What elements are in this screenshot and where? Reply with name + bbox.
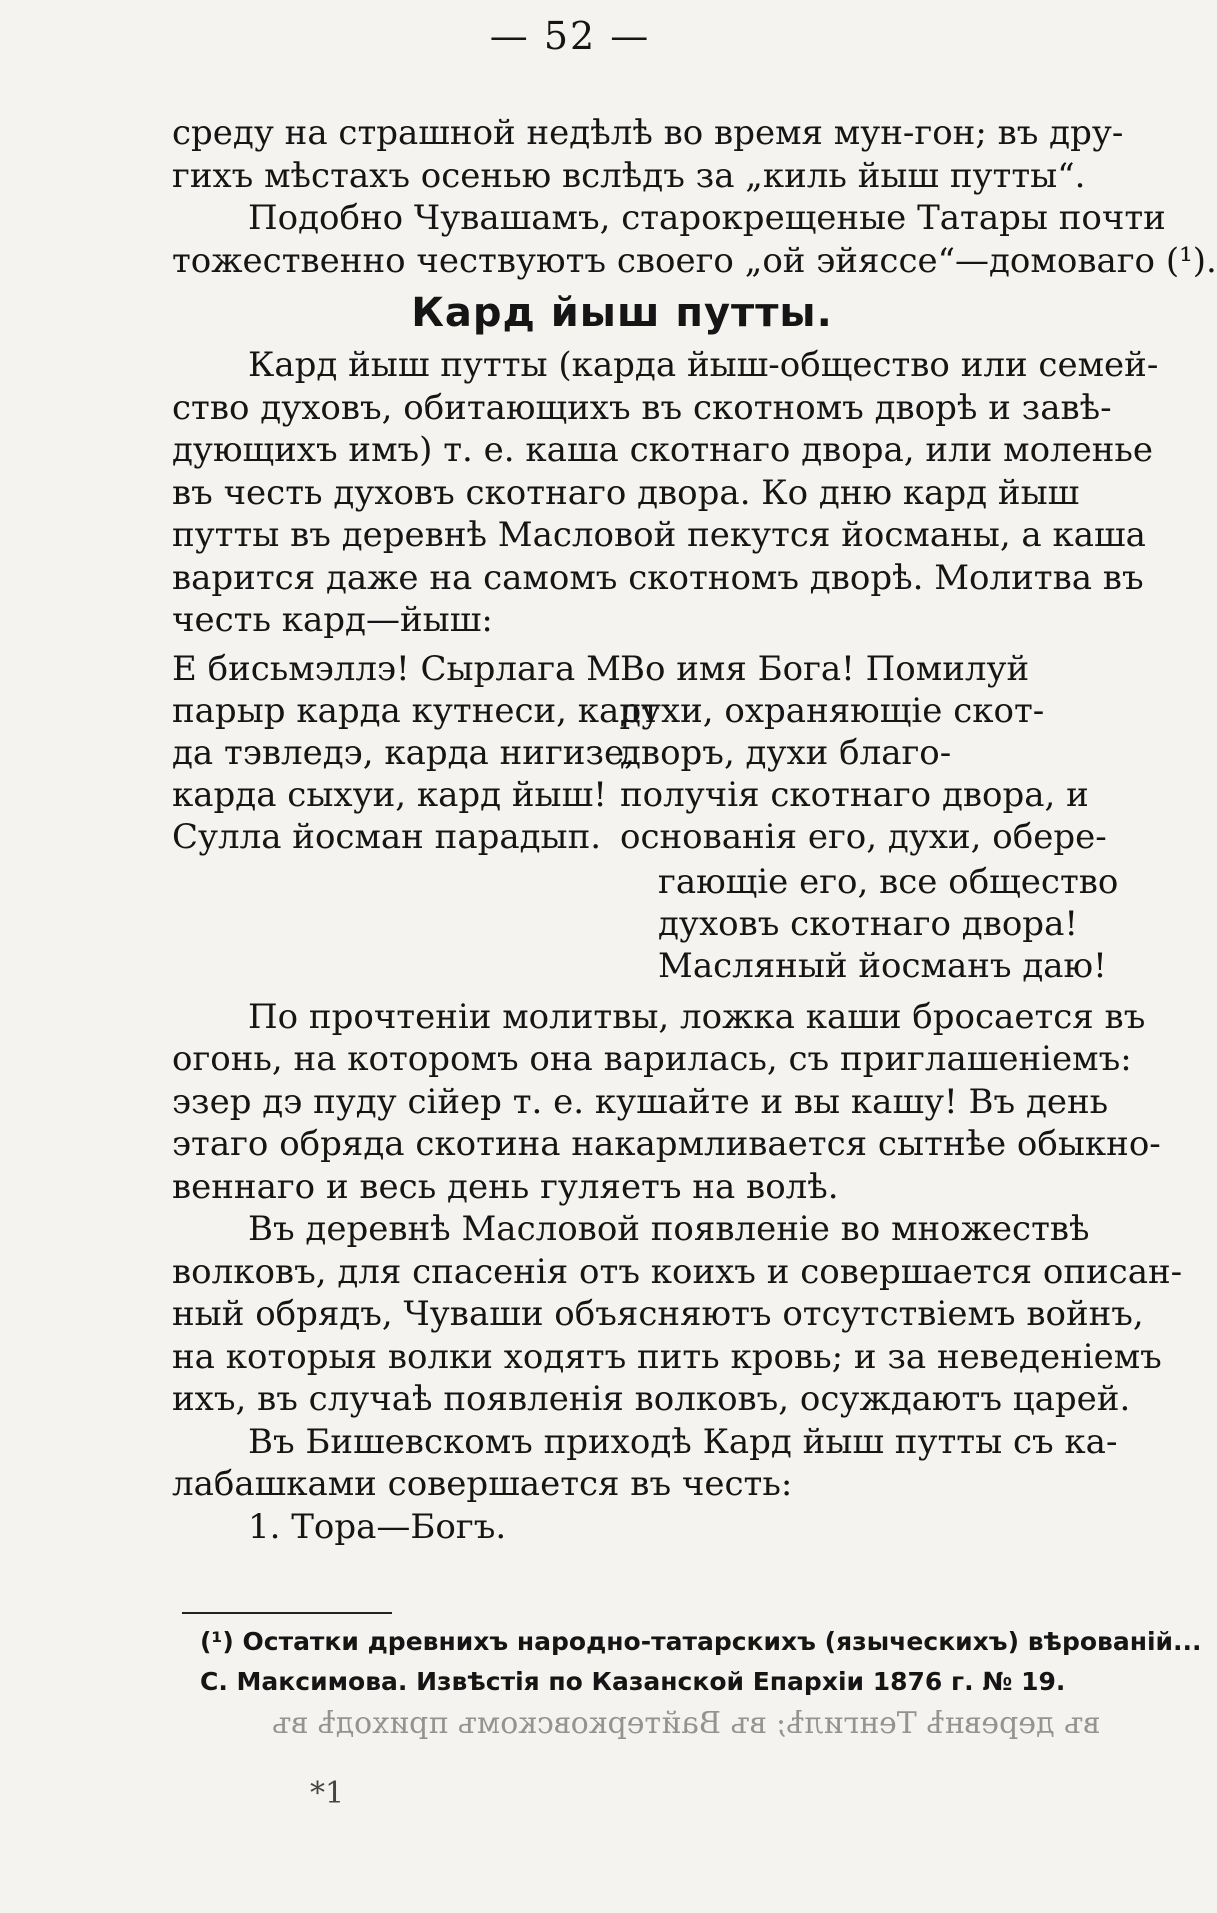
prayer-chuvash-text (172, 648, 660, 858)
prayer-block (172, 648, 1119, 996)
prayer-line: гающіе его, все общество (658, 861, 1119, 902)
text-line: По прочтеніи молитвы, ложка каши бросается въ (248, 996, 1146, 1037)
text-line: лабашками совершается въ честь: (172, 1464, 793, 1504)
signature-mark: *1 (310, 1776, 345, 1811)
prayer-line: основанія его, духи, обере- (620, 816, 1107, 857)
text-line: Подобно Чувашамъ, старокрещеные Татары почти (248, 198, 1166, 238)
text-line: Въ Бишевскомъ приходѣ Кард йыш путты съ ка- (248, 1421, 1118, 1462)
footnote-line: С. Максимова. Извѣстія по Казанской Епархіи 1876 г. № 19. (200, 1667, 1066, 1696)
text-line: Кард йыш путты (карда йыш-общество или семей- (248, 345, 1159, 385)
prayer-line: карда сыхуи, кард йыш! (172, 774, 607, 815)
text-line: огонь, на которомъ она варилась, съ приглашеніемъ: (172, 1039, 1132, 1079)
footnote (200, 1622, 1202, 1702)
body-text (172, 112, 1217, 1548)
page-number: — 52 — (489, 14, 651, 58)
text-line: ихъ, въ случаѣ появленія волковъ, осуждаютъ царей. (172, 1379, 1131, 1419)
text-line: этаго обряда скотина накармливается сытнѣе обыкно- (172, 1124, 1161, 1164)
prayer-line: да тэвледэ, карда нигизе, (172, 732, 635, 773)
text-line: на которыя волки ходятъ пить кровь; и за неведеніемъ (172, 1336, 1162, 1377)
text-line: Въ деревнѣ Масловой появленіе во множествѣ (248, 1209, 1090, 1249)
prayer-line: Во имя Бога! Помилуй (620, 648, 1030, 689)
prayer-line: получія скотнаго двора, и (620, 774, 1089, 815)
text-line: тожественно чествуютъ своего „ой эйяссе“—домоваго (¹). (172, 240, 1217, 281)
text-line: веннаго и весь день гуляетъ на волѣ. (172, 1166, 839, 1207)
prayer-line: Сулла йосман парадып. (172, 816, 602, 857)
text-line: честь кард—йыш: (172, 600, 493, 640)
footnote-line: (¹) Остатки древнихъ народно-татарскихъ (языческихъ) вѣрованій... (200, 1627, 1202, 1656)
text-line: путты въ деревнѣ Масловой пекутся йосманы, а каша (172, 515, 1146, 555)
prayer-line: Масляный йосманъ даю! (658, 945, 1107, 986)
prayer-line: духовъ скотнаго двора! (658, 903, 1079, 944)
text-line: ство духовъ, обитающихъ въ скотномъ дворѣ и завѣ- (172, 387, 1112, 428)
text-line: волковъ, для спасенія отъ коихъ и совершается описан- (172, 1251, 1183, 1292)
text-line: ный обрядъ, Чуваши объясняютъ отсутствіемъ войнъ, (172, 1294, 1144, 1334)
text-line: въ честь духовъ скотнаго двора. Ко дню кард йыш (172, 472, 1080, 513)
bleed-through-text: въ деревнѣ Тенгилѣ; въ Вайтерковскомъ приходѣ въ (272, 1706, 1100, 1741)
prayer-translation-continued (658, 861, 1119, 987)
prayer-translation (620, 648, 1107, 858)
section-heading: Кард йыш путты. (411, 290, 833, 336)
text-line: гихъ мѣстахъ осенью вслѣдъ за „киль йыш путты“. (172, 155, 1086, 196)
prayer-line: духи, охраняющіе скот- (620, 690, 1045, 731)
text-line: эзер дэ пуду сійер т. е. кушайте и вы кашу! Въ день (172, 1081, 1109, 1122)
text-line: 1. Тора—Богъ. (248, 1506, 507, 1547)
prayer-line: парыр карда кутнеси, карт (172, 690, 660, 731)
prayer-line: Е бисьмэллэ! Сырлага М (172, 648, 621, 689)
text-line: дующихъ имъ) т. е. каша скотнаго двора, или моленье (172, 430, 1154, 470)
text-line: варится даже на самомъ скотномъ дворѣ. Молитва въ (172, 557, 1144, 598)
prayer-line: дворъ, духи благо- (620, 732, 952, 773)
footnote-rule (182, 1612, 392, 1614)
text-line: среду на страшной недѣлѣ во время мун-гон; въ дру- (172, 113, 1124, 153)
